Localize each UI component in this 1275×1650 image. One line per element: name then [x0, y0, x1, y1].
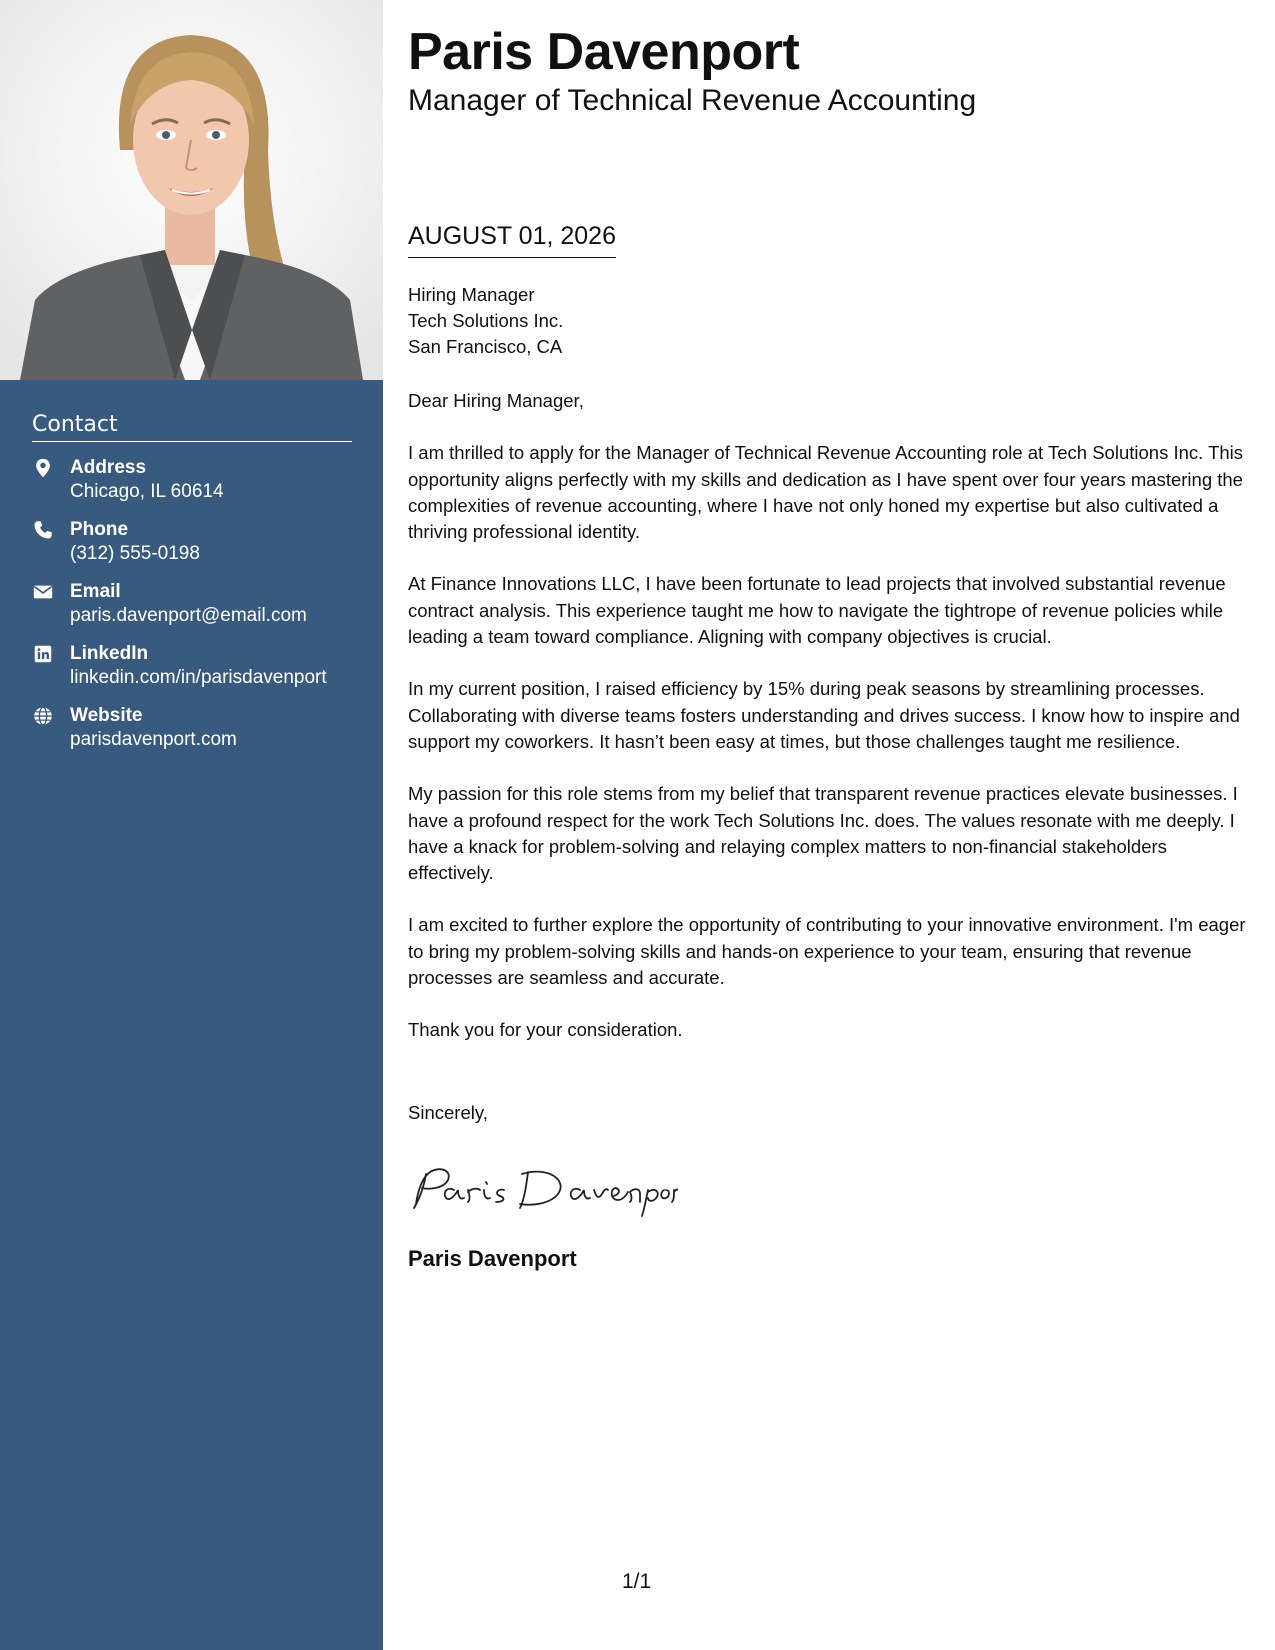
recipient-line: Hiring Manager	[408, 284, 535, 305]
linkedin-value[interactable]: linkedin.com/in/parisdavenport	[70, 667, 327, 688]
salutation: Dear Hiring Manager,	[408, 390, 584, 411]
recipient-line: Tech Solutions Inc.	[408, 310, 564, 331]
website-value[interactable]: parisdavenport.com	[70, 729, 237, 750]
phone-label: Phone	[70, 519, 129, 540]
contact-website	[32, 704, 352, 752]
profile-photo	[0, 0, 383, 380]
contact-phone	[32, 518, 352, 566]
phone-value: (312) 555-0198	[70, 543, 200, 564]
recipient-line: San Francisco, CA	[408, 336, 563, 357]
page-number: 1/1	[622, 1570, 652, 1593]
linkedin-label: LinkedIn	[70, 643, 149, 664]
envelope-icon	[32, 581, 54, 603]
letter-date: AUGUST 01, 2026	[408, 222, 616, 258]
globe-icon	[32, 705, 54, 727]
handwritten-signature	[408, 1160, 678, 1225]
body-paragraph: My passion for this role stems from my belief that transparent revenue practices elevate businesses. I have a profound respect for the work Tech Solutions Inc. does. The values resonate with me deeply. I have a knack for problem-solving and relaying complex matters to non-financial stakeholders effectively.	[408, 783, 1238, 884]
phone-icon	[32, 519, 54, 541]
body-paragraph: Thank you for your consideration.	[408, 1019, 683, 1041]
contact-heading: Contact	[32, 412, 352, 442]
body-paragraph: I am excited to further explore the opportunity of contributing to your innovative environment. I'm eager to bring my problem-solving skills and hands-on experience to your team, ensuring that revenue processes are seamless and accurate.	[408, 914, 1246, 989]
portrait-image	[0, 0, 383, 380]
email-label: Email	[70, 581, 121, 602]
sidebar	[0, 0, 383, 1650]
address-label: Address	[70, 457, 147, 478]
contact-section	[32, 412, 352, 766]
signer-name: Paris Davenport	[408, 1246, 577, 1271]
recipient-block	[408, 282, 563, 360]
applicant-name: Paris Davenport	[408, 23, 800, 81]
linkedin-icon	[32, 643, 54, 665]
map-pin-icon	[32, 457, 54, 479]
signature-image	[408, 1160, 678, 1220]
job-title: Manager of Technical Revenue Accounting	[408, 84, 977, 117]
body-paragraph: In my current position, I raised efficiency by 15% during peak seasons by streamlining processes. Collaborating with diverse teams fosters understanding and drives success. I know how to inspire and support my coworkers. It hasn’t been easy at times, but those challenges taught me resilience.	[408, 678, 1240, 752]
letter-body	[408, 388, 1248, 1070]
closing: Sincerely,	[408, 1102, 488, 1123]
contact-address	[32, 456, 352, 504]
address-value: Chicago, IL 60614	[70, 481, 224, 502]
contact-email	[32, 580, 352, 628]
email-value: paris.davenport@email.com	[70, 605, 307, 626]
body-paragraph: At Finance Innovations LLC, I have been fortunate to lead projects that involved substantial revenue contract analysis. This experience taught me how to navigate the tightrope of revenue policies while leading a team toward compliance. Aligning with company objectives is crucial.	[408, 573, 1226, 648]
website-label: Website	[70, 705, 143, 726]
body-paragraph: I am thrilled to apply for the Manager of Technical Revenue Accounting role at Tech Solutions Inc. This opportunity aligns perfectly with my skills and dedication as I have spent over four years mastering the complexities of revenue accounting, where I have not only honed my expertise but also cultivated a thriving professional identity.	[408, 442, 1244, 543]
contact-linkedin	[32, 642, 352, 690]
